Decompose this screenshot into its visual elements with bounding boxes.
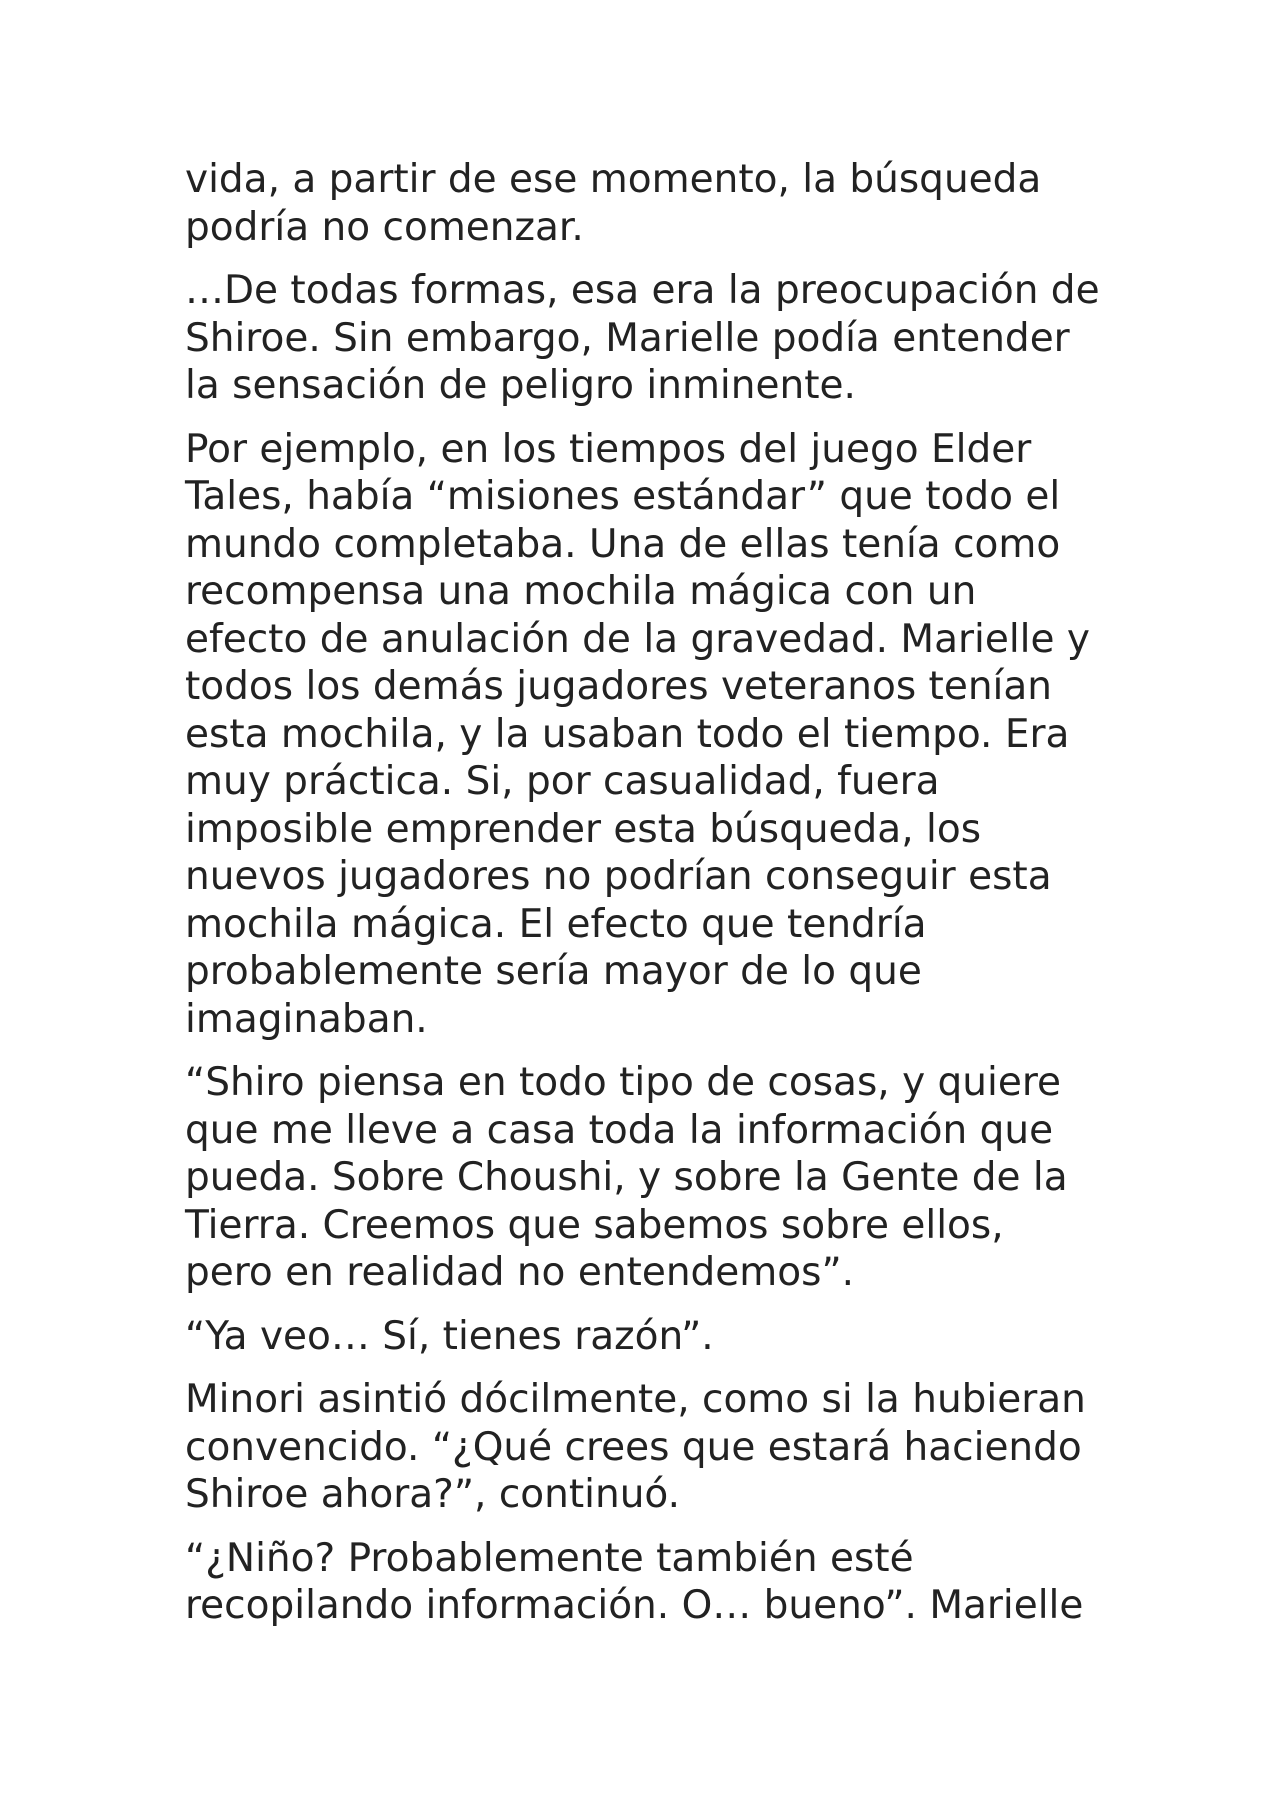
paragraph-1 <box>185 156 1115 251</box>
body-text <box>185 156 1115 1646</box>
text-line: imaginaban. <box>185 996 428 1042</box>
text-line: Por ejemplo, en los tiempos del juego Elder <box>185 426 1032 472</box>
text-line: podría no comenzar. <box>185 204 584 250</box>
paragraph-3 <box>185 426 1115 1044</box>
text-line: la sensación de peligro inminente. <box>185 363 856 408</box>
text-line: esta mochila, y la usaban todo el tiempo. Era <box>185 711 1070 757</box>
text-line: recompensa una mochila mágica con un <box>185 569 977 614</box>
text-line: Minori asintió dócilmente, como si la hubieran <box>185 1377 1086 1422</box>
text-line: todos los demás jugadores veteranos tenían <box>185 664 1053 709</box>
text-line: Shiroe. Sin embargo, Marielle podía entender <box>185 315 1070 361</box>
paragraph-6 <box>185 1376 1115 1519</box>
text-line: Tierra. Creemos que sabemos sobre ellos, <box>185 1202 1004 1248</box>
text-line: convencido. “¿Qué crees que estará haciendo <box>185 1424 1082 1470</box>
text-line: mochila mágica. El efecto que tendría <box>185 901 927 947</box>
text-line: “¿Niño? Probablemente también esté <box>185 1535 914 1581</box>
paragraph-4 <box>185 1059 1115 1297</box>
text-line: efecto de anulación de la gravedad. Marielle y <box>185 616 1090 662</box>
text-line: pero en realidad no entendemos”. <box>185 1250 855 1295</box>
text-line: “Ya veo… Sí, tienes razón”. <box>185 1313 714 1359</box>
text-line: pueda. Sobre Choushi, y sobre la Gente de la <box>185 1155 1068 1200</box>
text-line: …De todas formas, esa era la preocupación de <box>185 268 1100 313</box>
text-line: Shiroe ahora?”, continuó. <box>185 1472 681 1517</box>
paragraph-2 <box>185 267 1115 410</box>
text-line: Tales, había “misiones estándar” que todo el <box>185 474 1061 519</box>
text-line: vida, a partir de ese momento, la búsqueda <box>185 157 1042 202</box>
text-line: que me lleve a casa toda la información que <box>185 1107 1054 1153</box>
text-line: “Shiro piensa en todo tipo de cosas, y quiere <box>185 1060 1062 1105</box>
text-line: imposible emprender esta búsqueda, los <box>185 806 982 852</box>
text-line: probablemente sería mayor de lo que <box>185 949 922 994</box>
text-line: muy práctica. Si, por casualidad, fuera <box>185 759 940 804</box>
text-line: nuevos jugadores no podrían conseguir esta <box>185 854 1052 899</box>
paragraph-5 <box>185 1313 1115 1361</box>
text-line: mundo completaba. Una de ellas tenía como <box>185 521 1061 567</box>
paragraph-7 <box>185 1535 1115 1630</box>
text-line: recopilando información. O… bueno”. Marielle <box>185 1583 1084 1628</box>
